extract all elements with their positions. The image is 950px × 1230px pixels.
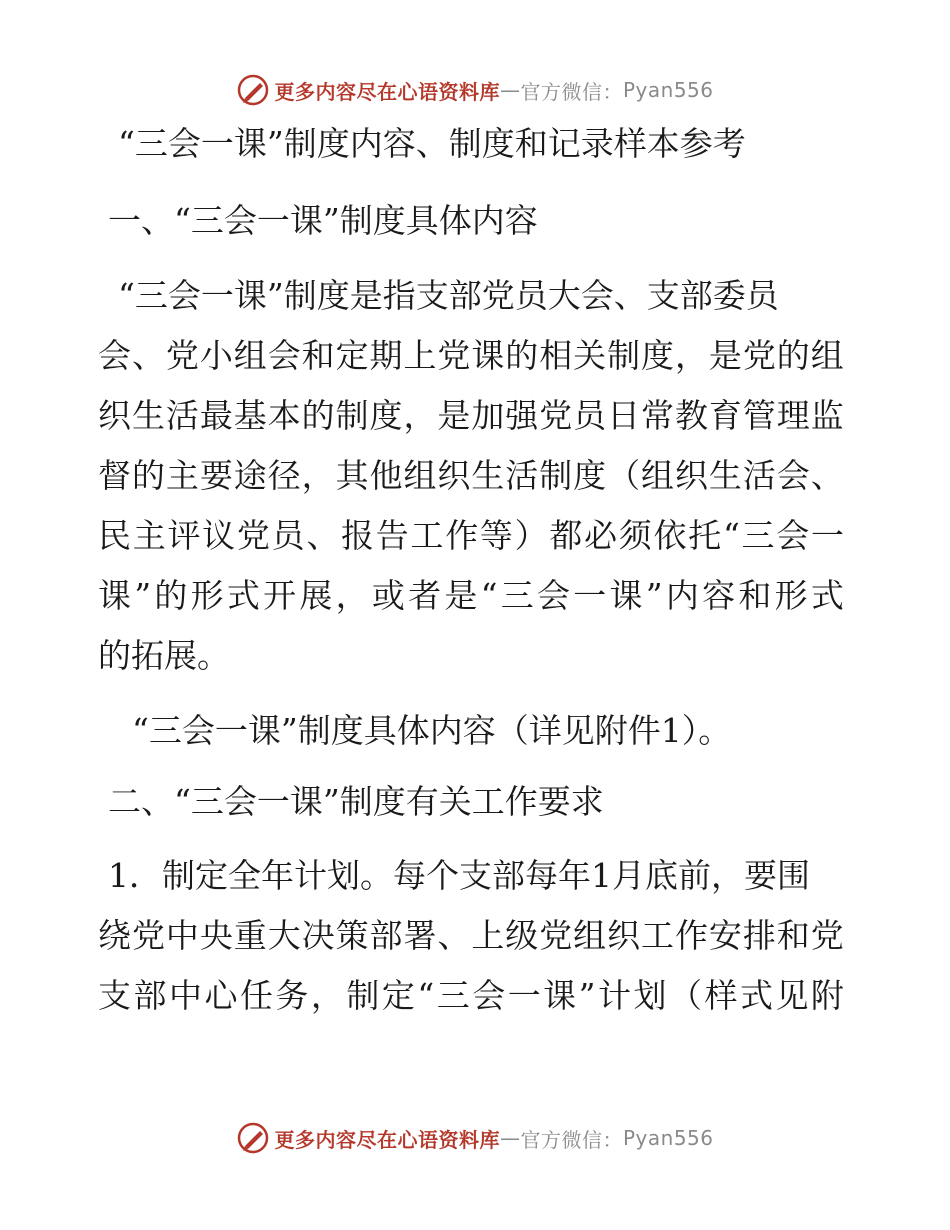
pen-in-circle-icon [236, 73, 270, 107]
para1-line: “三会一课”制度是指支部党员大会、支部委员 [118, 276, 779, 315]
footer-watermark [0, 1118, 950, 1158]
watermark-brand: 更多内容尽在心语资料库 [274, 1127, 500, 1152]
watermark-dash: — [499, 1126, 521, 1150]
watermark-wechat: Pyan556 [622, 78, 714, 102]
para1-line: 课 ” 的 形 式 开 展 ， 或 者 是 “ 三 会 一 课 ” 内 容 和 形 式 [98, 576, 844, 615]
para1-line: 的拓展。 [98, 636, 230, 675]
watermark-brand: 更多内容尽在心语资料库 [274, 79, 500, 104]
watermark-official: 官方微信： [520, 79, 623, 104]
header-watermark [0, 70, 950, 110]
section1-heading: 一、“三会一课”制度具体内容 [108, 201, 538, 240]
section2-heading: 二、“三会一课”制度有关工作要求 [108, 782, 604, 821]
para1-line: 会 、 党 小 组 会 和 定 期 上 党 课 的 相 关 制 度 ， 是 党 的 组 [98, 336, 844, 375]
watermark-official: 官方微信： [520, 1127, 623, 1152]
watermark-wechat: Pyan556 [622, 1126, 714, 1150]
para1-line: 民 主 评 议 党 员 、 报 告 工 作 等 ） 都 必 须 依 托 “ 三 会 一 [98, 516, 844, 555]
pen-in-circle-icon [236, 1121, 270, 1155]
para3-line: 绕 党 中 央 重 大 决 策 部 署 、 上 级 党 组 织 工 作 安 排 和 党 [98, 916, 844, 955]
para1-line: 督 的 主 要 途 径 ， 其 他 组 织 生 活 制 度 （ 组 织 生 活 会 、 [98, 456, 844, 495]
para1-line: 织 生 活 最 基 本 的 制 度 ， 是 加 强 党 员 日 常 教 育 管 理 监 [98, 396, 844, 435]
para3-line: 1．制定全年计划。每个支部每年1月底前，要围 [108, 856, 810, 895]
para3-line: 支 部 中 心 任 务 ， 制 定 “ 三 会 一 课 ” 计 划 （ 样 式 见 附 [98, 976, 844, 1015]
watermark-dash: — [499, 78, 521, 102]
para2: “三会一课”制度具体内容（详见附件1）。 [132, 711, 732, 750]
document-title: “三会一课”制度内容、制度和记录样本参考 [118, 124, 746, 163]
